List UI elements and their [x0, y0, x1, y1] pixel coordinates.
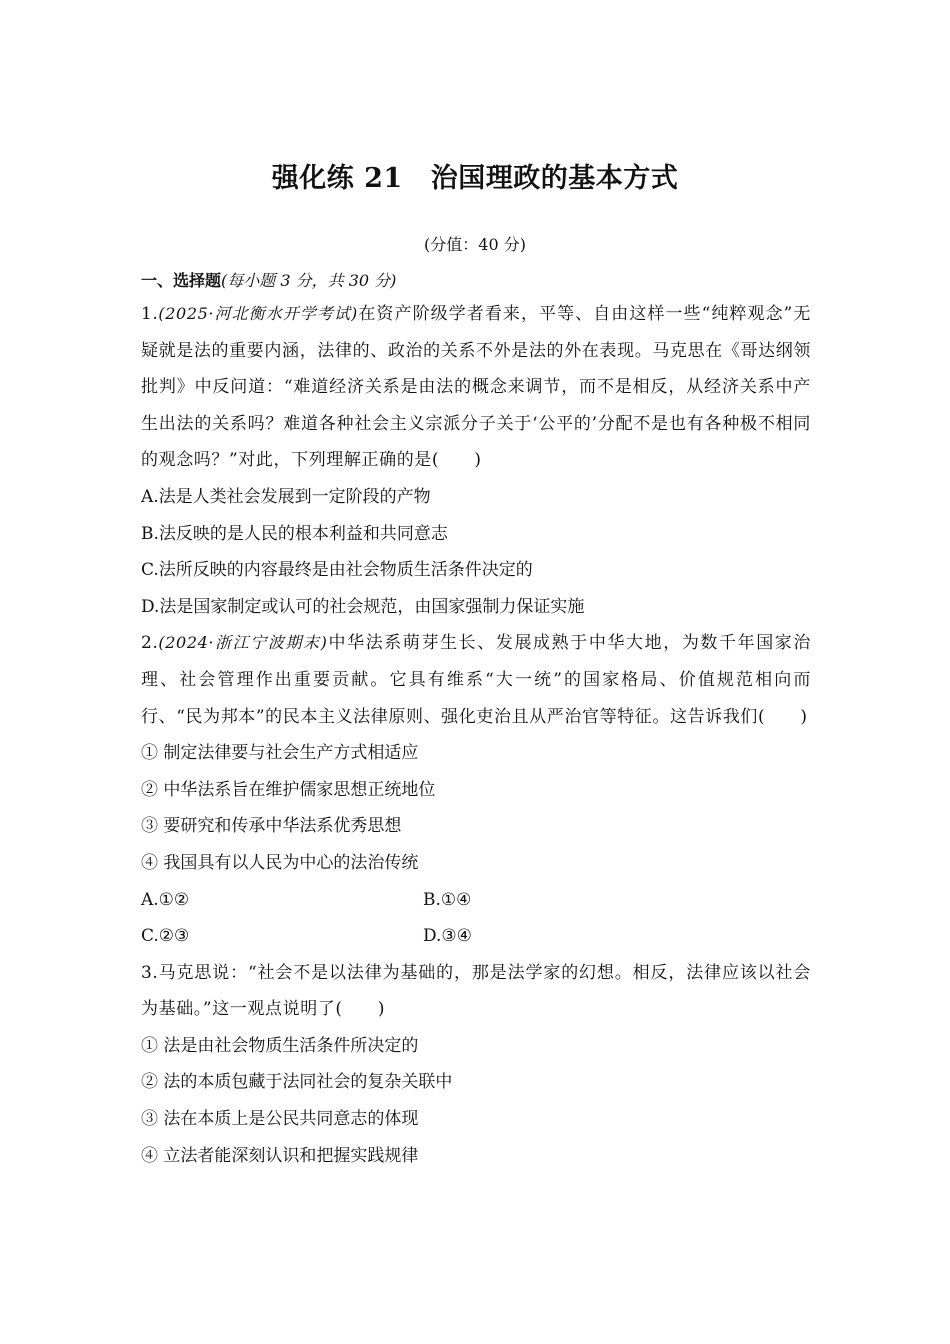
question-text: 马克思说：“社会不是以法律为基础的，那是法学家的幻想。相反，法律应该以社会为基础。”这一观点说明了( ) — [141, 962, 811, 1020]
option-d: D.法是国家制定或认可的社会规范，由国家强制力保证实施 — [141, 596, 585, 617]
statement-1: ① 制定法律要与社会生产方式相适应 — [141, 743, 419, 764]
question-2-stem — [141, 625, 811, 735]
page-title — [0, 156, 950, 195]
choice-c: C.②③ — [141, 926, 190, 947]
choice-row — [141, 882, 811, 919]
question-1-stem — [141, 296, 811, 479]
statement-3: ③ 法在本质上是公民共同意志的体现 — [141, 1109, 419, 1130]
statement-2: ② 法的本质包藏于法同社会的复杂关联中 — [141, 1072, 453, 1093]
questions — [141, 296, 811, 1174]
option-c: C.法所反映的内容最终是由社会物质生活条件决定的 — [141, 560, 533, 581]
question-2 — [141, 625, 811, 954]
statement-4: ④ 立法者能深刻认识和把握实践规律 — [141, 1145, 419, 1166]
choice-a: A.①② — [141, 889, 190, 910]
section-note: (每小题 3 分，共 30 分) — [221, 271, 397, 290]
question-number: 2. — [141, 633, 159, 654]
question-3 — [141, 955, 811, 1175]
section-title: 一、选择题 — [141, 271, 222, 290]
question-source: (2025·河北衡水开学考试) — [158, 304, 358, 323]
statement-3: ③ 要研究和传承中华法系优秀思想 — [141, 816, 402, 837]
choice-b: B.①④ — [423, 889, 472, 910]
choice-d: D.③④ — [423, 926, 472, 947]
section-heading — [141, 268, 396, 291]
question-number: 3. — [141, 962, 159, 983]
score-info: (分值：40 分) — [424, 235, 526, 254]
title-main: 强化练 21 — [271, 163, 403, 194]
question-1 — [141, 296, 811, 625]
statement-2: ② 中华法系旨在维护儒家思想正统地位 — [141, 779, 436, 800]
statement-4: ④ 我国具有以人民为中心的法治传统 — [141, 852, 419, 873]
option-b: B.法反映的是人民的根本利益和共同意志 — [141, 523, 448, 544]
statement-1: ① 法是由社会物质生活条件所决定的 — [141, 1035, 419, 1056]
question-number: 1. — [141, 304, 159, 324]
question-3-stem — [141, 955, 811, 1028]
question-source: (2024·浙江宁波期末) — [158, 633, 328, 653]
question-text: 在资产阶级学者看来，平等、自由这样一些“纯粹观念”无疑就是法的重要内涵，法律的、政治的关系不外是法的外在表现。马克思在《哥达纲领批判》中反问道：“难道经济关系是由法的概念来调节，而不是相反，从经济关系中产生出法的关系吗？难道各种社会主义宗派分子关于‘公平的’分配不是也有各种极不相同的观念吗？”对此，下列理解正确的是( ) — [141, 304, 811, 471]
title-sub: 治国理政的基本方式 — [430, 163, 679, 194]
choice-row — [141, 918, 811, 955]
question-text: 中华法系萌芽生长、发展成熟于中华大地，为数千年国家治理、社会管理作出重要贡献。它具有维系“大一统”的国家格局、价值规范相向而行、“民为邦本”的民本主义法律原则、强化吏治且从严治官等特征。这告诉我们( ) — [141, 633, 812, 727]
option-a: A.法是人类社会发展到一定阶段的产物 — [141, 486, 431, 507]
